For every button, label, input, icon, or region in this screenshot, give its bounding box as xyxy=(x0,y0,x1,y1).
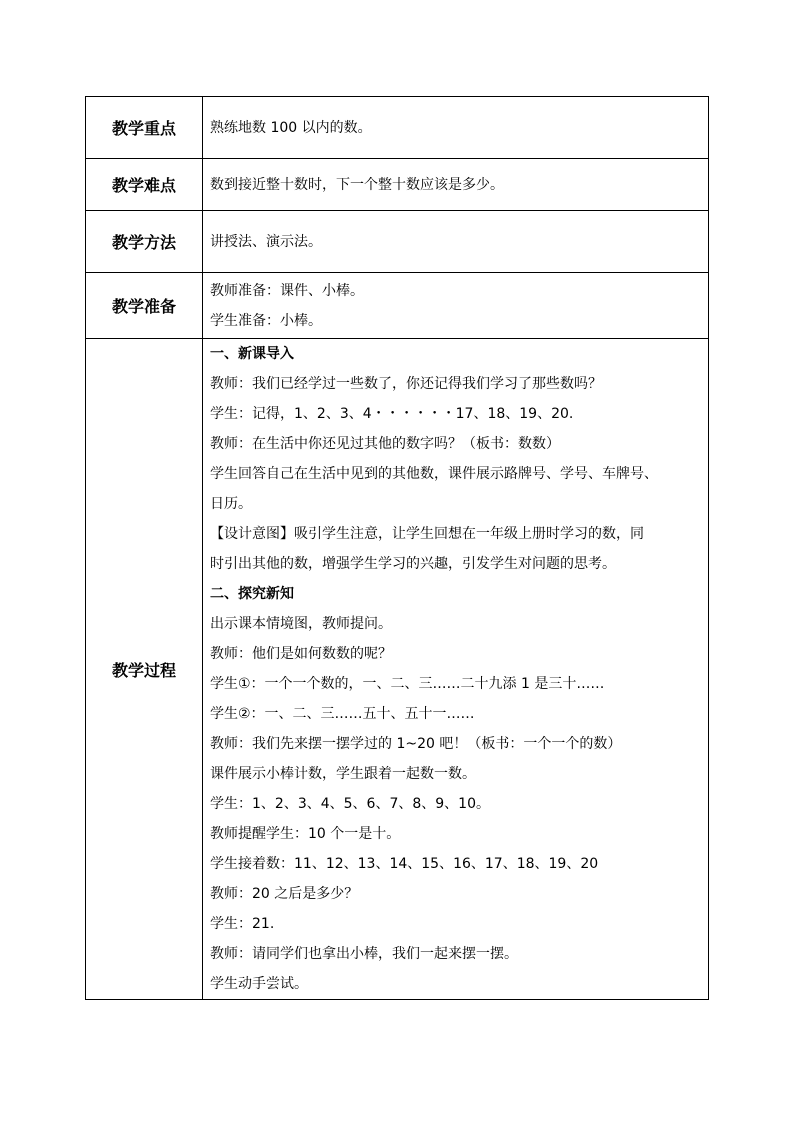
process-line: 教师：在生活中你还见过其他的数字吗？（板书：数数） xyxy=(210,436,560,452)
section-heading: 一、新课导入 xyxy=(210,346,294,362)
process-line: 学生：记得，1、2、3、4・・・・・・17、18、19、20. xyxy=(210,406,574,422)
process-line: 学生②：一、二、三……五十、五十一…… xyxy=(210,706,475,722)
label-teaching-focus: 教学重点 xyxy=(86,97,203,159)
process-line: 学生接着数：11、12、13、14、15、16、17、18、19、20 xyxy=(210,856,599,872)
row-teaching-difficulty xyxy=(86,159,709,211)
process-line: 学生动手尝试。 xyxy=(210,976,308,992)
content-teaching-method xyxy=(203,211,709,273)
process-line: 课件展示小棒计数，学生跟着一起数一数。 xyxy=(210,766,476,782)
content-teaching-prep xyxy=(203,273,709,339)
process-line: 时引出其他的数，增强学生学习的兴趣，引发学生对问题的思考。 xyxy=(210,556,616,572)
content-teaching-focus xyxy=(203,97,709,159)
teaching-difficulty-text: 数到接近整十数时，下一个整十数应该是多少。 xyxy=(210,176,504,193)
content-teaching-difficulty xyxy=(203,159,709,211)
row-teaching-focus xyxy=(86,97,709,159)
teaching-focus-text: 熟练地数 100 以内的数。 xyxy=(210,119,372,136)
row-teaching-prep xyxy=(86,273,709,339)
process-line: 教师：我们已经学过一些数了，你还记得我们学习了那些数吗？ xyxy=(210,376,602,392)
lesson-plan-table xyxy=(85,96,709,1000)
row-teaching-process xyxy=(86,339,709,1000)
process-line: 教师：20 之后是多少？ xyxy=(210,886,359,902)
label-teaching-difficulty: 教学难点 xyxy=(86,159,203,211)
process-line: 学生①：一个一个数的，一、二、三……二十九添 1 是三十…… xyxy=(210,676,605,692)
label-teaching-method: 教学方法 xyxy=(86,211,203,273)
process-line: 教师提醒学生：10 个一是十。 xyxy=(210,826,401,842)
process-line: 【设计意图】吸引学生注意，让学生回想在一年级上册时学习的数，同 xyxy=(210,526,644,542)
label-teaching-prep: 教学准备 xyxy=(86,273,203,339)
section-heading: 二、探究新知 xyxy=(210,586,294,602)
process-line: 学生：1、2、3、4、5、6、7、8、9、10。 xyxy=(210,796,490,812)
process-line: 学生：21. xyxy=(210,916,275,932)
process-line: 日历。 xyxy=(210,496,252,512)
process-line: 教师：我们先来摆一摆学过的 1~20 吧！（板书：一个一个的数） xyxy=(210,736,622,752)
prep-line: 学生准备：小棒。 xyxy=(210,312,322,329)
process-line: 教师：请同学们也拿出小棒，我们一起来摆一摆。 xyxy=(210,946,518,962)
process-line: 出示课本情境图，教师提问。 xyxy=(210,616,392,632)
process-line: 学生回答自己在生活中见到的其他数，课件展示路牌号、学号、车牌号、 xyxy=(210,466,658,482)
content-teaching-process xyxy=(203,339,709,1000)
process-line: 教师：他们是如何数数的呢？ xyxy=(210,646,392,662)
teaching-method-text: 讲授法、演示法。 xyxy=(210,233,322,250)
label-teaching-process: 教学过程 xyxy=(86,339,203,1000)
row-teaching-method xyxy=(86,211,709,273)
prep-line: 教师准备：课件、小棒。 xyxy=(210,282,364,299)
